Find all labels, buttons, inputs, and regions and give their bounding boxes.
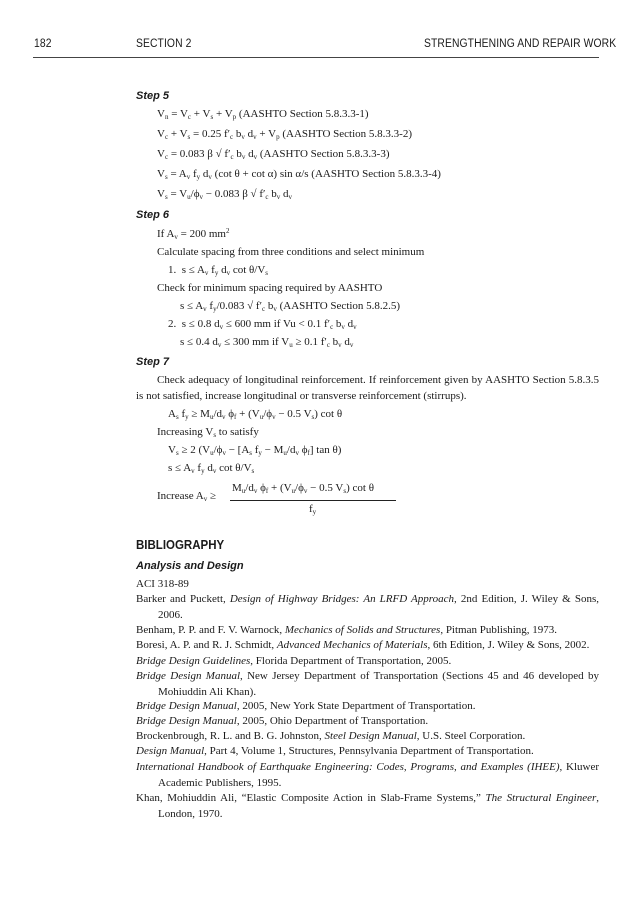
ref-benham: Benham, P. P. and F. V. Warnock, Mechanics of Solids and Structures, Pitman Publishing, 1973. bbox=[136, 624, 558, 636]
step6-min-spacing-eq: $s \le A_v$ $f_y/0.083$ √ $f'_c$ $b_v$ (AASHTO Section 5.8.2.5) bbox=[180, 300, 401, 313]
step6-av-line: If $A_v = 200$ $mm^2$ bbox=[157, 227, 230, 241]
step7-increase-label: Increase $A_v$ ≥ bbox=[157, 490, 217, 503]
step6-condition-1: 1. $s \le A_v$ $f_y$ $d_v$ $\cot \theta/V_s$ bbox=[168, 264, 269, 277]
ref-iHEE: International Handbook of Earthquake Engineering: Codes, Programs, and Examples (IHEE), Kluwer Academic Publishers, 1995. bbox=[136, 761, 599, 789]
step6-condition-2b: s ≤ 0.4 $d_v \le 300$ mm if $V_u \ge 0.1$ $f'_c$ $b_v$ $d_v$ bbox=[180, 336, 354, 349]
step7-eq1: $A_s$ $f_y \ge M_u/d_v$ $\phi_f + (V_u/\phi_v - 0.5$ $V_s$) cot θ bbox=[168, 408, 343, 421]
ref-ohio: Bridge Design Manual, 2005, Ohio Department of Transportation. bbox=[136, 715, 429, 727]
step7-paragraph: Check adequacy of longitudinal reinforcement. If reinforcement given by AASHTO Section 5.8.3.5 is not satisfied, increase longitudinal or transverse reinforcement (stirrups). bbox=[136, 374, 599, 402]
step5-eq3: $V_c = 0.083$ β √ $f'_c$ $b_v$ $d_v$ (AASHTO Section 5.8.3.3-3) bbox=[157, 148, 390, 161]
step5-heading: Step 5 bbox=[136, 90, 170, 102]
ref-brockenbrough: Brockenbrough, R. L. and B. G. Johnston, Steel Design Manual, U.S. Steel Corporation. bbox=[136, 730, 526, 742]
step5-eq1-ref: (AASHTO Section 5.8.3.3-1) bbox=[238, 108, 369, 120]
step5-eq4-ref: (AASHTO Section 5.8.3.3-4) bbox=[311, 168, 441, 180]
header-rule bbox=[33, 57, 599, 58]
section-label: SECTION 2 bbox=[136, 38, 192, 50]
ref-new-york: Bridge Design Manual, 2005, New York State Department of Transportation. bbox=[136, 700, 476, 712]
step5-eq3-ref: (AASHTO Section 5.8.3.3-3) bbox=[259, 148, 390, 160]
step5-eq4: $V_s = A_v$ $f_y$ $d_v$ (cot θ + cot α) sin α/s (AASHTO Section 5.8.3.3-4) bbox=[157, 168, 441, 181]
bibliography-subtitle: Analysis and Design bbox=[136, 560, 244, 572]
step7-fraction-denominator: $f_y$ bbox=[309, 503, 317, 516]
fraction-bar bbox=[230, 500, 396, 501]
step6-condition-2: 2. s ≤ 0.8 $d_v \le 600$ mm if Vu < 0.1 $f'_c$ $b_v$ $d_v$ bbox=[168, 318, 357, 331]
step7-eq3: $s \le A_v$ $f_y$ $d_v$ $\cot \theta/V_s$ bbox=[168, 462, 255, 475]
step6-calc-line: Calculate spacing from three conditions and select minimum bbox=[157, 246, 425, 258]
step6-min-spacing-ref: (AASHTO Section 5.8.2.5) bbox=[279, 300, 401, 312]
ref-florida: Bridge Design Guidelines, Florida Department of Transportation, 2005. bbox=[136, 655, 452, 667]
ref-khan: Khan, Mohiuddin Ali, “Elastic Composite Action in Slab-Frame Systems,” The Structural Engineer, London, 1970. bbox=[136, 792, 599, 820]
step5-eq1: $V_n = V_c + V_s + V_p$ (AASHTO Section 5.8.3.3-1) bbox=[157, 108, 369, 121]
step5-eq2: $V_c + V_s = 0.25$ $f'_c$ $b_v$ $d_v + V_p$ (AASHTO Section 5.8.3.3-2) bbox=[157, 128, 412, 141]
step6-check-line: Check for minimum spacing required by AASHTO bbox=[157, 282, 383, 294]
step7-eq2: $V_s \ge 2$ ($V_u/\phi_v - [A_s$ $f_y - M_u/d_v$ $\phi_f$] tan θ) bbox=[168, 444, 342, 457]
step7-heading: Step 7 bbox=[136, 356, 170, 368]
ref-barker: Barker and Puckett, Design of Highway Bridges: An LRFD Approach, 2nd Edition, J. Wiley & Sons, 2006. bbox=[136, 593, 599, 621]
ref-new-jersey: Bridge Design Manual, New Jersey Department of Transportation (Sections 45 and 46 developed by Mohiuddin Ali Khan). bbox=[136, 670, 599, 698]
ref-aci: ACI 318-89 bbox=[136, 578, 189, 590]
step6-heading: Step 6 bbox=[136, 209, 170, 221]
page-number: 182 bbox=[34, 38, 52, 50]
step5-eq2-ref: (AASHTO Section 5.8.3.3-2) bbox=[282, 128, 412, 140]
ref-boresi: Boresi, A. P. and R. J. Schmidt, Advanced Mechanics of Materials, 6th Edition, J. Wiley & Sons, 2002. bbox=[136, 639, 590, 651]
step5-eq5: $V_s = V_u/\phi_v - 0.083$ β √ $f'_c$ $b_v$ $d_v$ bbox=[157, 188, 293, 201]
bibliography-title: BIBLIOGRAPHY bbox=[136, 538, 225, 552]
step7-fraction-numerator: $M_u/d_v$ $\phi_f + (V_u/\phi_v - 0.5$ $V_s$) cot θ bbox=[232, 482, 374, 495]
chapter-title: STRENGTHENING AND REPAIR WORK bbox=[424, 38, 617, 50]
ref-pennsylvania: Design Manual, Part 4, Volume 1, Structures, Pennsylvania Department of Transportation. bbox=[136, 745, 534, 757]
step7-increasing-line: Increasing $V_s$ to satisfy bbox=[157, 426, 259, 439]
